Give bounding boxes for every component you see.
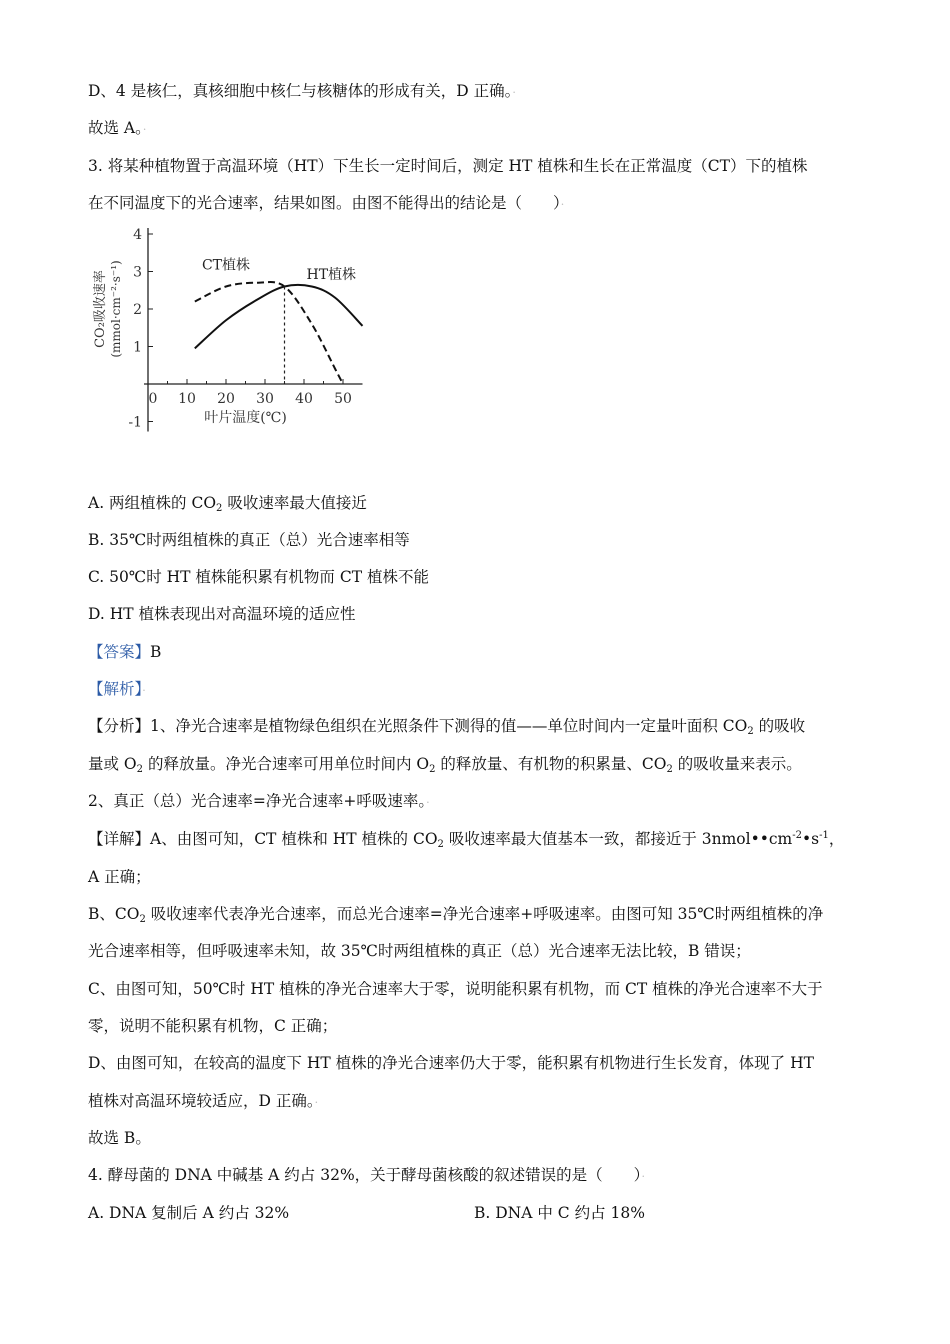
series-line-ht: [195, 285, 363, 348]
analysis-line-3: 2、真正（总）光合速率=净光合速率+呼吸速率。·: [88, 792, 430, 810]
answer: 【答案】B: [88, 643, 162, 661]
photosynthesis-chart: [88, 222, 388, 442]
detail-line-8: 植株对高温环境较适应，D 正确。·: [88, 1092, 319, 1110]
y-tick-label: 1: [133, 339, 142, 356]
detail-line-6: 零，说明不能积累有机物，C 正确；: [88, 1017, 338, 1035]
analysis-heading: 【解析】·: [88, 680, 146, 698]
x-axis-label: 叶片温度(℃): [204, 410, 287, 426]
x-tick-label: 30: [256, 391, 274, 407]
x-tick-label: 50: [334, 391, 352, 407]
y-tick-label: 2: [133, 302, 142, 318]
question-4-option-a: A. DNA 复制后 A 约占 32%: [88, 1204, 290, 1222]
option-b: B. 35℃时两组植株的真正（总）光合速率相等: [88, 531, 410, 549]
detail-line-7: D、由图可知，在较高的温度下 HT 植株的净光合速率仍大于零，能积累有机物进行生长发育，体现了 HT: [88, 1054, 814, 1072]
text-line: D、4 是核仁，真核细胞中核仁与核糖体的形成有关，D 正确。·: [88, 82, 516, 100]
x-tick-label: 40: [295, 391, 313, 407]
y-axis-label: CO₂吸收速率: [93, 270, 108, 348]
analysis-line-2: 量或 $O_2$ 的释放量。净光合速率可用单位时间内 $O_2$ 的释放量、有机物的积累量、$CO_2$ 的吸收量来表示。: [88, 755, 802, 775]
option-c: C. 50℃时 HT 植株能积累有机物而 CT 植株不能: [88, 568, 429, 586]
y-tick-label: 4: [133, 227, 142, 243]
question-4-option-b: B. DNA 中 C 约占 18%: [474, 1204, 645, 1222]
y-axis-unit: (mmol·cm⁻²·s⁻¹): [109, 260, 123, 358]
series-label: HT植株: [306, 267, 357, 283]
detail-line-2: A 正确；: [88, 868, 151, 886]
text-line: 故选 A。·: [88, 119, 147, 137]
option-d: D. HT 植株表现出对高温环境的适应性: [88, 605, 356, 623]
detail-line-1: 【详解】A、由图可知，CT 植株和 HT 植株的 $CO_2$ 吸收速率最大值基本一致，都接近于 $3nmol••cm^{-2}•s^{-1}$，: [88, 830, 845, 850]
y-tick-label: 3: [133, 264, 142, 281]
option-a: A. 两组植株的 $CO_2$ 吸收速率最大值接近: [88, 494, 367, 514]
x-tick-label: 10: [178, 391, 196, 407]
question-4: 4. 酵母菌的 DNA 中碱基 A 约占 32%，关于酵母菌核酸的叙述错误的是（ ）·: [88, 1166, 645, 1184]
detail-line-3: B、$CO_2$ 吸收速率代表净光合速率，而总光合速率=净光合速率+呼吸速率。由图可知 35℃时两组植株的净: [88, 905, 824, 925]
series-label: CT植株: [201, 257, 251, 274]
chart-marks: [195, 257, 363, 384]
x-tick-label: 0: [148, 391, 158, 407]
question-3-line-1: 3. 将某种植物置于高温环境（HT）下生长一定时间后，测定 HT 植株和生长在正常温度（CT）下的植株: [88, 157, 808, 175]
question-3-line-2: 在不同温度下的光合速率，结果如图。由图不能得出的结论是（ ）·: [88, 194, 565, 212]
y-tick-label: -1: [128, 414, 142, 431]
x-tick-label: 20: [217, 391, 235, 407]
detail-line-5: C、由图可知，50℃时 HT 植株的净光合速率大于零，说明能积累有机物，而 CT 植株的净光合速率不大于: [88, 980, 823, 998]
detail-line-9: 故选 B。: [88, 1129, 151, 1147]
series-line-ct: [195, 282, 343, 384]
detail-line-4: 光合速率相等，但呼吸速率未知，故 35℃时两组植株的真正（总）光合速率无法比较，B 错误；: [88, 942, 751, 960]
analysis-line-1: 【分析】1、净光合速率是植物绿色组织在光照条件下测得的值——单位时间内一定量叶面积 $CO_2$ 的吸收: [88, 717, 806, 737]
